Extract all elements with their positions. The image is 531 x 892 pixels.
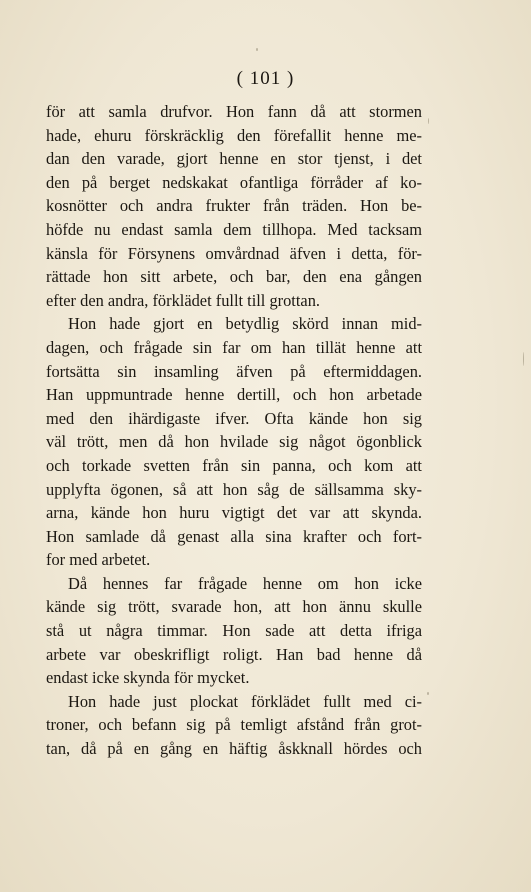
- text-line: for med arbetet.: [46, 550, 151, 570]
- text-line: arbete var obeskrifligt roligt. Han bad henne då: [46, 644, 422, 664]
- text-line: Han uppmuntrade henne dertill, och hon arbetade: [46, 385, 422, 405]
- paper-speck: [427, 692, 429, 695]
- text-line: med den ihärdigaste ifver. Ofta kände hon sig: [46, 408, 422, 428]
- page-number: ( 101 ): [236, 68, 295, 89]
- text-line: Hon hade gjort en betydlig skörd innan mid-: [68, 314, 422, 334]
- text-line: arna, kände hon huru vigtigt det var att skynda.: [46, 503, 422, 523]
- text-line: hade, ehuru förskräcklig den förefallit henne me-: [46, 125, 422, 145]
- text-line: väl trött, men då hon hvilade sig något ögonblick: [46, 432, 422, 452]
- body-text: [46, 100, 422, 761]
- text-line: rättade hon sitt arbete, och bar, den ena gången: [46, 267, 422, 287]
- text-line: dan den varade, gjort henne en stor tjenst, i det: [46, 149, 422, 169]
- text-line: för att samla drufvor. Hon fann då att stormen: [46, 102, 422, 121]
- text-line: känsla för Försynens omvårdnad äfven i detta, för-: [46, 243, 422, 263]
- text-line: Hon hade just plockat förklädet fullt med ci-: [68, 691, 422, 711]
- paper-speck: [428, 118, 429, 124]
- text-line: efter den andra, förklädet fullt till grottan.: [46, 290, 320, 310]
- text-line: kosnötter och andra frukter från träden. Hon be-: [46, 196, 422, 216]
- text-line: tan, då på en gång en häftig åskknall hördes och: [46, 739, 422, 759]
- text-line: dagen, och frågade sin far om han tillät henne att: [46, 337, 422, 357]
- text-line: troner, och befann sig på temligt afstånd från grot-: [46, 715, 422, 735]
- text-line: Då hennes far frågade henne om hon icke: [68, 573, 422, 593]
- text-line: stå ut några timmar. Hon sade att detta ifriga: [46, 621, 422, 641]
- text-line: Hon samlade då genast alla sina krafter och fort-: [46, 526, 422, 546]
- text-line: och torkade svetten från sin panna, och kom att: [46, 455, 422, 475]
- text-line: endast icke skynda för mycket.: [46, 668, 250, 688]
- text-line: den på berget nedskakat ofantliga förråder af ko-: [46, 172, 422, 192]
- text-line: upplyfta ögonen, så att hon såg de sällsamma sky-: [46, 479, 422, 499]
- paper-speck: [256, 48, 258, 51]
- paper-speck: [523, 352, 524, 366]
- text-line: fortsätta sin insamling äfven på eftermiddagen.: [46, 361, 422, 381]
- text-line: höfde nu endast samla dem tillhopa. Med tacksam: [46, 219, 422, 239]
- text-line: kände sig trött, svarade hon, att hon ännu skulle: [46, 597, 422, 617]
